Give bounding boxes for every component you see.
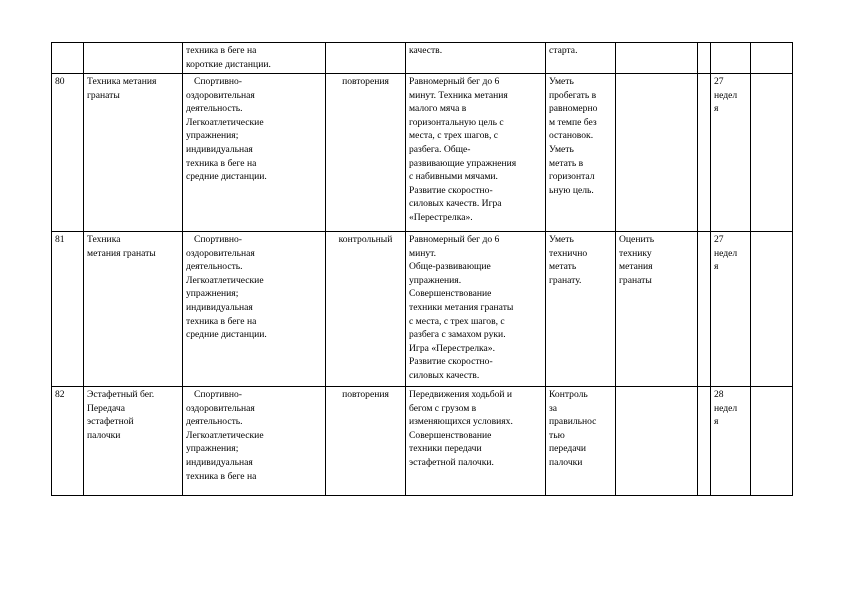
week-cell [711, 387, 751, 496]
lesson-type-cell [326, 43, 406, 74]
cell-line: упражнения; [186, 288, 239, 300]
cell-line: Игра «Перестрелка». [409, 342, 495, 354]
cell-line: упражнения; [186, 443, 239, 455]
cell-line: гранату. [549, 274, 582, 286]
cell-line: техника в беге на [186, 315, 257, 327]
cell-line: техники передачи [409, 443, 482, 455]
extra-cell [751, 387, 793, 496]
cell-line: силовых качеств. [409, 369, 480, 381]
cell-line: метать [549, 261, 577, 273]
table-row [52, 232, 793, 387]
cell-line: Легкоатлетические [186, 429, 264, 441]
cell-line: техника в беге на [186, 45, 257, 56]
cell-line: правильнос [549, 416, 597, 428]
cell-line: 28 [714, 389, 724, 400]
cell-line: деятельность. [186, 103, 243, 115]
lesson-type-cell: повторения [326, 387, 406, 496]
week-cell [711, 74, 751, 232]
lesson-number-cell: 80 [52, 74, 84, 232]
cell-line: равномерно [549, 103, 598, 115]
cell-line: с набивными мячами. [409, 171, 498, 183]
cell-line: Равномерный бег до 6 [409, 76, 500, 87]
control-cell [616, 74, 698, 232]
cell-line: палочки [549, 456, 583, 468]
extra-cell [751, 74, 793, 232]
cell-line: разбега с замахом руки. [409, 329, 506, 341]
cell-line: эстафетной палочки. [409, 456, 494, 468]
lesson-content-cell [406, 74, 546, 232]
cell-line: палочки [87, 429, 121, 441]
requirements-cell [546, 43, 616, 74]
cell-line: метания [619, 261, 653, 273]
table-row [52, 387, 793, 496]
cell-line: индивидуальная [186, 143, 253, 155]
extra-cell [751, 232, 793, 387]
lesson-plan-table [51, 42, 793, 496]
cell-line: метания гранаты [87, 247, 156, 259]
cell-line: техника в беге на [186, 470, 257, 482]
cell-line: Контроль [549, 389, 588, 400]
cell-line: Уметь [549, 143, 574, 155]
cell-line: минут. Техника метания [409, 89, 508, 101]
activity-cell [183, 43, 326, 74]
lesson-content-cell [406, 232, 546, 387]
lesson-topic-cell [84, 43, 183, 74]
control-cell [616, 387, 698, 496]
cell-line: оздоровительная [186, 247, 255, 259]
cell-line: минут. [409, 247, 437, 259]
cell-line: индивидуальная [186, 456, 253, 468]
lesson-content-cell [406, 387, 546, 496]
cell-line: пробегать в [549, 89, 597, 101]
cell-line: я [714, 103, 719, 115]
cell-line: за [549, 402, 558, 414]
cell-line: тью [549, 429, 565, 441]
cell-line: я [714, 261, 719, 273]
lesson-plan-body [52, 43, 793, 496]
cell-line: Техника [87, 234, 121, 245]
cell-line: средние дистанции. [186, 329, 267, 341]
cell-line: изменяющихся условиях. [409, 416, 513, 428]
cell-line: Обще-развивающие [409, 261, 491, 273]
lesson-number-cell: 81 [52, 232, 84, 387]
cell-line: ьную цель. [549, 184, 594, 196]
cell-line: Развитие скоростно- [409, 356, 493, 368]
lesson-content-cell [406, 43, 546, 74]
cell-line: Спортивно- [194, 76, 242, 87]
cell-line: силовых качеств. Игра [409, 198, 502, 210]
week-cell [711, 232, 751, 387]
table-row [52, 74, 793, 232]
cell-line: деятельность. [186, 416, 243, 428]
cell-line: Совершенствование [409, 288, 492, 300]
cell-line: Уметь [549, 76, 574, 87]
cell-line: Оценить [619, 234, 655, 245]
cell-line: гранаты [87, 89, 120, 101]
cell-line: техники метания гранаты [409, 301, 514, 313]
control-cell [616, 43, 698, 74]
cell-line: недел [714, 402, 738, 414]
cell-line: «Перестрелка». [409, 211, 473, 223]
lesson-number-cell: 82 [52, 387, 84, 496]
cell-line: горизонтал [549, 171, 595, 183]
cell-line: техника в беге на [186, 157, 257, 169]
extra-cell [751, 43, 793, 74]
requirements-cell [546, 387, 616, 496]
cell-line: с места, с трех шагов, с [409, 315, 505, 327]
cell-line: Равномерный бег до 6 [409, 234, 500, 245]
cell-line: Легкоатлетические [186, 116, 264, 128]
homework-cell [698, 232, 711, 387]
lesson-type-cell: повторения [326, 74, 406, 232]
cell-line: 27 [714, 234, 724, 245]
cell-line: м темпе без [549, 116, 597, 128]
cell-line: гранаты [619, 274, 652, 286]
cell-line: Передвижения ходьбой и [409, 389, 513, 400]
cell-line: упражнения. [409, 274, 462, 286]
cell-line: Легкоатлетические [186, 274, 264, 286]
cell-line: остановок. [549, 130, 594, 142]
cell-line: Развитие скоростно- [409, 184, 493, 196]
lesson-topic-cell [84, 74, 183, 232]
lesson-topic-cell [84, 387, 183, 496]
cell-line: бегом с грузом в [409, 402, 477, 414]
activity-cell [183, 74, 326, 232]
cell-line: индивидуальная [186, 301, 253, 313]
cell-line: качеств. [409, 45, 443, 56]
requirements-cell [546, 232, 616, 387]
cell-line: короткие дистанции. [186, 58, 271, 70]
cell-line: технику [619, 247, 652, 259]
cell-line: старта. [549, 45, 578, 56]
lesson-topic-cell [84, 232, 183, 387]
cell-line: средние дистанции. [186, 171, 267, 183]
cell-line: 27 [714, 76, 724, 87]
requirements-cell [546, 74, 616, 232]
control-cell [616, 232, 698, 387]
cell-line: передачи [549, 443, 587, 455]
cell-line: Спортивно- [194, 389, 242, 400]
cell-line: горизонтальную цель с [409, 116, 504, 128]
cell-line: места, с трех шагов, с [409, 130, 499, 142]
cell-line: недел [714, 247, 738, 259]
cell-line: оздоровительная [186, 402, 255, 414]
cell-line: Спортивно- [194, 234, 242, 245]
week-cell [711, 43, 751, 74]
cell-line: метать в [549, 157, 584, 169]
lesson-type-cell: контрольный [326, 232, 406, 387]
cell-line: Эстафетный бег. [87, 389, 155, 400]
cell-line: Передача [87, 402, 125, 414]
cell-line: упражнения; [186, 130, 239, 142]
lesson-number-cell [52, 43, 84, 74]
cell-line: Совершенствование [409, 429, 492, 441]
activity-cell [183, 232, 326, 387]
cell-line: эстафетной [87, 416, 134, 428]
cell-line: технично [549, 247, 588, 259]
cell-line: деятельность. [186, 261, 243, 273]
cell-line: Уметь [549, 234, 574, 245]
cell-line: я [714, 416, 719, 428]
cell-line: оздоровительная [186, 89, 255, 101]
homework-cell [698, 74, 711, 232]
cell-line: недел [714, 89, 738, 101]
cell-line: развивающие упражнения [409, 157, 517, 169]
cell-line: Техника метания [87, 76, 157, 87]
activity-cell [183, 387, 326, 496]
cell-line: малого мяча в [409, 103, 467, 115]
homework-cell [698, 387, 711, 496]
table-row [52, 43, 793, 74]
homework-cell [698, 43, 711, 74]
cell-line: разбега. Обще- [409, 143, 471, 155]
